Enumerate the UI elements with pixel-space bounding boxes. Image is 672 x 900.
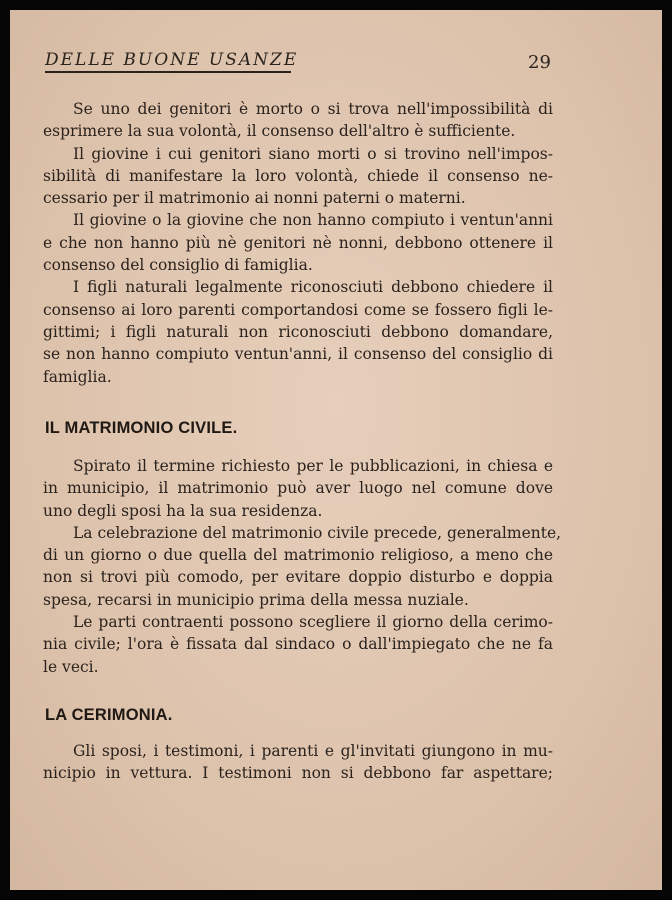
text-line: consenso ai loro parenti comportandosi come se fossero figli le-	[43, 300, 553, 319]
text-line: sibilità di manifestare la loro volontà, chiede il consenso ne-	[43, 166, 553, 185]
text-line: e che non hanno più nè genitori nè nonni, debbono ottenere il	[43, 233, 553, 252]
text-line: le veci.	[43, 657, 99, 676]
text-line: di un giorno o due quella del matrimonio religioso, a meno che	[43, 546, 553, 565]
header-rule	[45, 71, 291, 73]
text-line: cessario per il matrimonio ai nonni paterni o materni.	[43, 189, 466, 208]
text-line: Se uno dei genitori è morto o si trova nell'impossibilità di	[73, 100, 553, 118]
text-line: nicipio in vettura. I testimoni non si debbono far aspettare;	[43, 764, 553, 783]
text-line: esprimere la sua volontà, il consenso dell'altro è sufficiente.	[43, 122, 516, 141]
page-number: 29	[528, 52, 551, 73]
text-line: spesa, recarsi in municipio prima della messa nuziale.	[43, 590, 469, 609]
section-heading: LA CERIMONIA.	[45, 706, 173, 724]
text-line: famiglia.	[43, 367, 112, 386]
text-line: in municipio, il matrimonio può aver luogo nel comune dove	[43, 479, 553, 498]
text-line: Il giovine o la giovine che non hanno compiuto i ventun'anni	[73, 211, 553, 230]
text-line: gittimi; i figli naturali non riconosciuti debbono domandare,	[43, 322, 553, 341]
section-civil-marriage	[43, 455, 562, 678]
text-line: se non hanno compiuto ventun'anni, il consenso del consiglio di	[43, 345, 553, 364]
running-title: DELLE BUONE USANZE	[45, 50, 299, 70]
text-line: La celebrazione del matrimonio civile precede, generalmente,	[73, 523, 562, 542]
text-line: non si trovi più comodo, per evitare doppio disturbo e doppia	[43, 568, 553, 587]
text-line: consenso del consiglio di famiglia.	[43, 256, 313, 275]
text-line: Le parti contraenti possono scegliere il giorno della cerimo-	[73, 613, 553, 632]
section-consent	[43, 98, 553, 388]
text-line: Il giovine i cui genitori siano morti o si trovino nell'impos-	[73, 144, 553, 163]
text-line: I figli naturali legalmente riconosciuti debbono chiedere il	[73, 278, 553, 297]
text-line: Gli sposi, i testimoni, i parenti e gl'invitati giungono in mu-	[73, 742, 553, 760]
text-line: Spirato il termine richiesto per le pubblicazioni, in chiesa e	[73, 457, 553, 475]
text-line: uno degli sposi ha la sua residenza.	[43, 501, 323, 520]
section-ceremony	[43, 740, 553, 785]
section-heading: IL MATRIMONIO CIVILE.	[45, 419, 238, 437]
book-page	[10, 10, 662, 890]
text-line: nia civile; l'ora è fissata dal sindaco o dall'impiegato che ne fa	[43, 635, 553, 654]
